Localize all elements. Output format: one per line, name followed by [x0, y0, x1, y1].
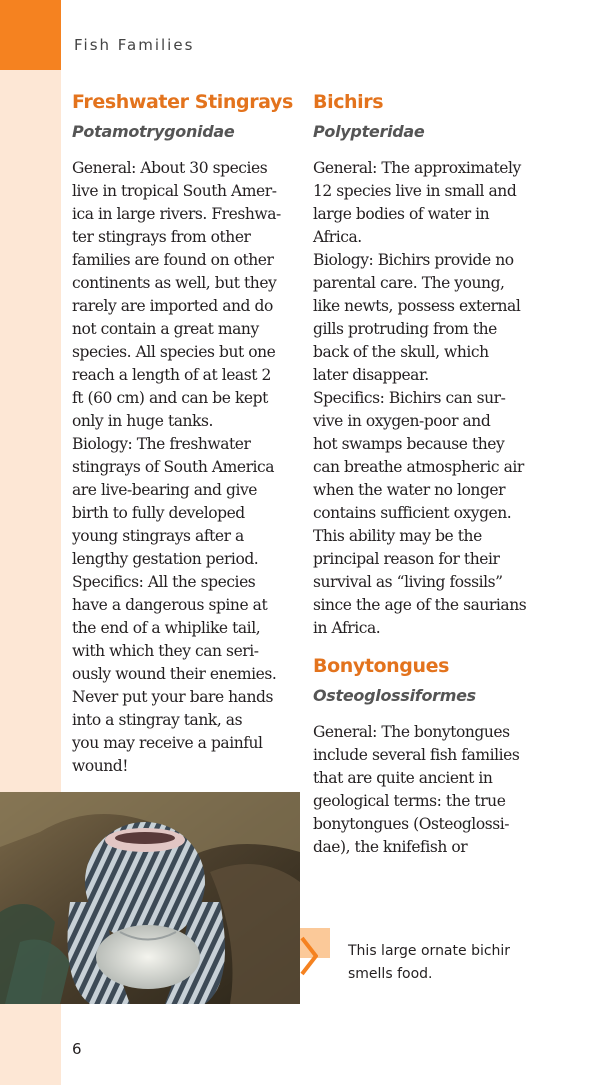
- body-line: are live-bearing and give: [72, 481, 257, 499]
- photo-caption: [348, 940, 568, 986]
- section-title: Freshwater Stingrays: [72, 91, 293, 113]
- body-line: bonytongues (Osteoglossi-: [313, 815, 510, 833]
- body-line: only in huge tanks.: [72, 412, 213, 430]
- body-line: live in tropical South Amer-: [72, 182, 277, 200]
- body-line: reach a length of at least 2: [72, 366, 271, 384]
- body-line: General: The approximately: [313, 159, 521, 177]
- bichirs-section: [313, 90, 545, 640]
- body-line: later disappear.: [313, 366, 429, 384]
- section-subtitle: Potamotrygonidae: [72, 122, 235, 141]
- body-line: have a dangerous spine at: [72, 596, 268, 614]
- body-line: lengthy gestation period.: [72, 550, 259, 568]
- body-line: 12 species live in small and: [313, 182, 517, 200]
- section-title: Bonytongues: [313, 655, 450, 677]
- body-line: vive in oxygen-poor and: [313, 412, 491, 430]
- body-line: principal reason for their: [313, 550, 500, 568]
- body-line: Africa.: [313, 228, 362, 246]
- body-line: families are found on other: [72, 251, 274, 269]
- body-line: when the water no longer: [313, 481, 506, 499]
- running-head: Fish Families: [74, 36, 195, 54]
- section-subtitle: Osteoglossiformes: [313, 686, 476, 705]
- body-line: continents as well, but they: [72, 274, 277, 292]
- body-line: geological terms: the true: [313, 792, 506, 810]
- body-line: young stingrays after a: [72, 527, 244, 545]
- body-line: hot swamps because they: [313, 435, 505, 453]
- body-line: birth to fully developed: [72, 504, 245, 522]
- body-line: with which they can seri-: [72, 642, 259, 660]
- bonytongues-section: [313, 654, 545, 859]
- body-line: the end of a whiplike tail,: [72, 619, 261, 637]
- right-column: [313, 90, 545, 859]
- page-number: 6: [72, 1040, 82, 1058]
- body-line: that are quite ancient in: [313, 769, 493, 787]
- body-line: General: About 30 species: [72, 159, 268, 177]
- body-line: Specifics: All the species: [72, 573, 256, 591]
- body-line: rarely are imported and do: [72, 297, 273, 315]
- body-line: General: The bonytongues: [313, 723, 510, 741]
- section-body: [72, 157, 298, 778]
- body-line: species. All species but one: [72, 343, 276, 361]
- section-body: [313, 721, 545, 859]
- body-line: wound!: [72, 757, 129, 775]
- caption-arrow-icon: [300, 936, 318, 976]
- section-color-tab: [0, 0, 61, 70]
- section-title: Bichirs: [313, 91, 384, 113]
- body-line: parental care. The young,: [313, 274, 505, 292]
- body-line: in Africa.: [313, 619, 381, 637]
- body-line: contains sufficient oxygen.: [313, 504, 512, 522]
- body-line: Biology: The freshwater: [72, 435, 251, 453]
- body-line: since the age of the saurians: [313, 596, 527, 614]
- body-line: ously wound their enemies.: [72, 665, 277, 683]
- body-line: ter stingrays from other: [72, 228, 251, 246]
- body-line: Specifics: Bichirs can sur-: [313, 389, 506, 407]
- body-line: large bodies of water in: [313, 205, 490, 223]
- body-line: can breathe atmospheric air: [313, 458, 524, 476]
- body-line: include several fish families: [313, 746, 520, 764]
- body-line: not contain a great many: [72, 320, 259, 338]
- caption-line: This large ornate bichir: [348, 943, 511, 959]
- body-line: ft (60 cm) and can be kept: [72, 389, 268, 407]
- freshwater-stingrays-section: [72, 90, 298, 778]
- body-line: gills protruding from the: [313, 320, 497, 338]
- body-line: ica in large rivers. Freshwa-: [72, 205, 281, 223]
- body-line: stingrays of South America: [72, 458, 275, 476]
- section-subtitle: Polypteridae: [313, 122, 425, 141]
- body-line: This ability may be the: [313, 527, 482, 545]
- body-line: into a stingray tank, as: [72, 711, 243, 729]
- body-line: dae), the knifefish or: [313, 838, 468, 856]
- body-line: survival as “living fossils”: [313, 573, 503, 591]
- body-line: Never put your bare hands: [72, 688, 273, 706]
- caption-line: smells food.: [348, 966, 433, 982]
- bichir-photo: [0, 792, 300, 1004]
- body-line: you may receive a painful: [72, 734, 263, 752]
- body-line: Biology: Bichirs provide no: [313, 251, 514, 269]
- body-line: back of the skull, which: [313, 343, 489, 361]
- section-body: [313, 157, 545, 640]
- body-line: like newts, possess external: [313, 297, 521, 315]
